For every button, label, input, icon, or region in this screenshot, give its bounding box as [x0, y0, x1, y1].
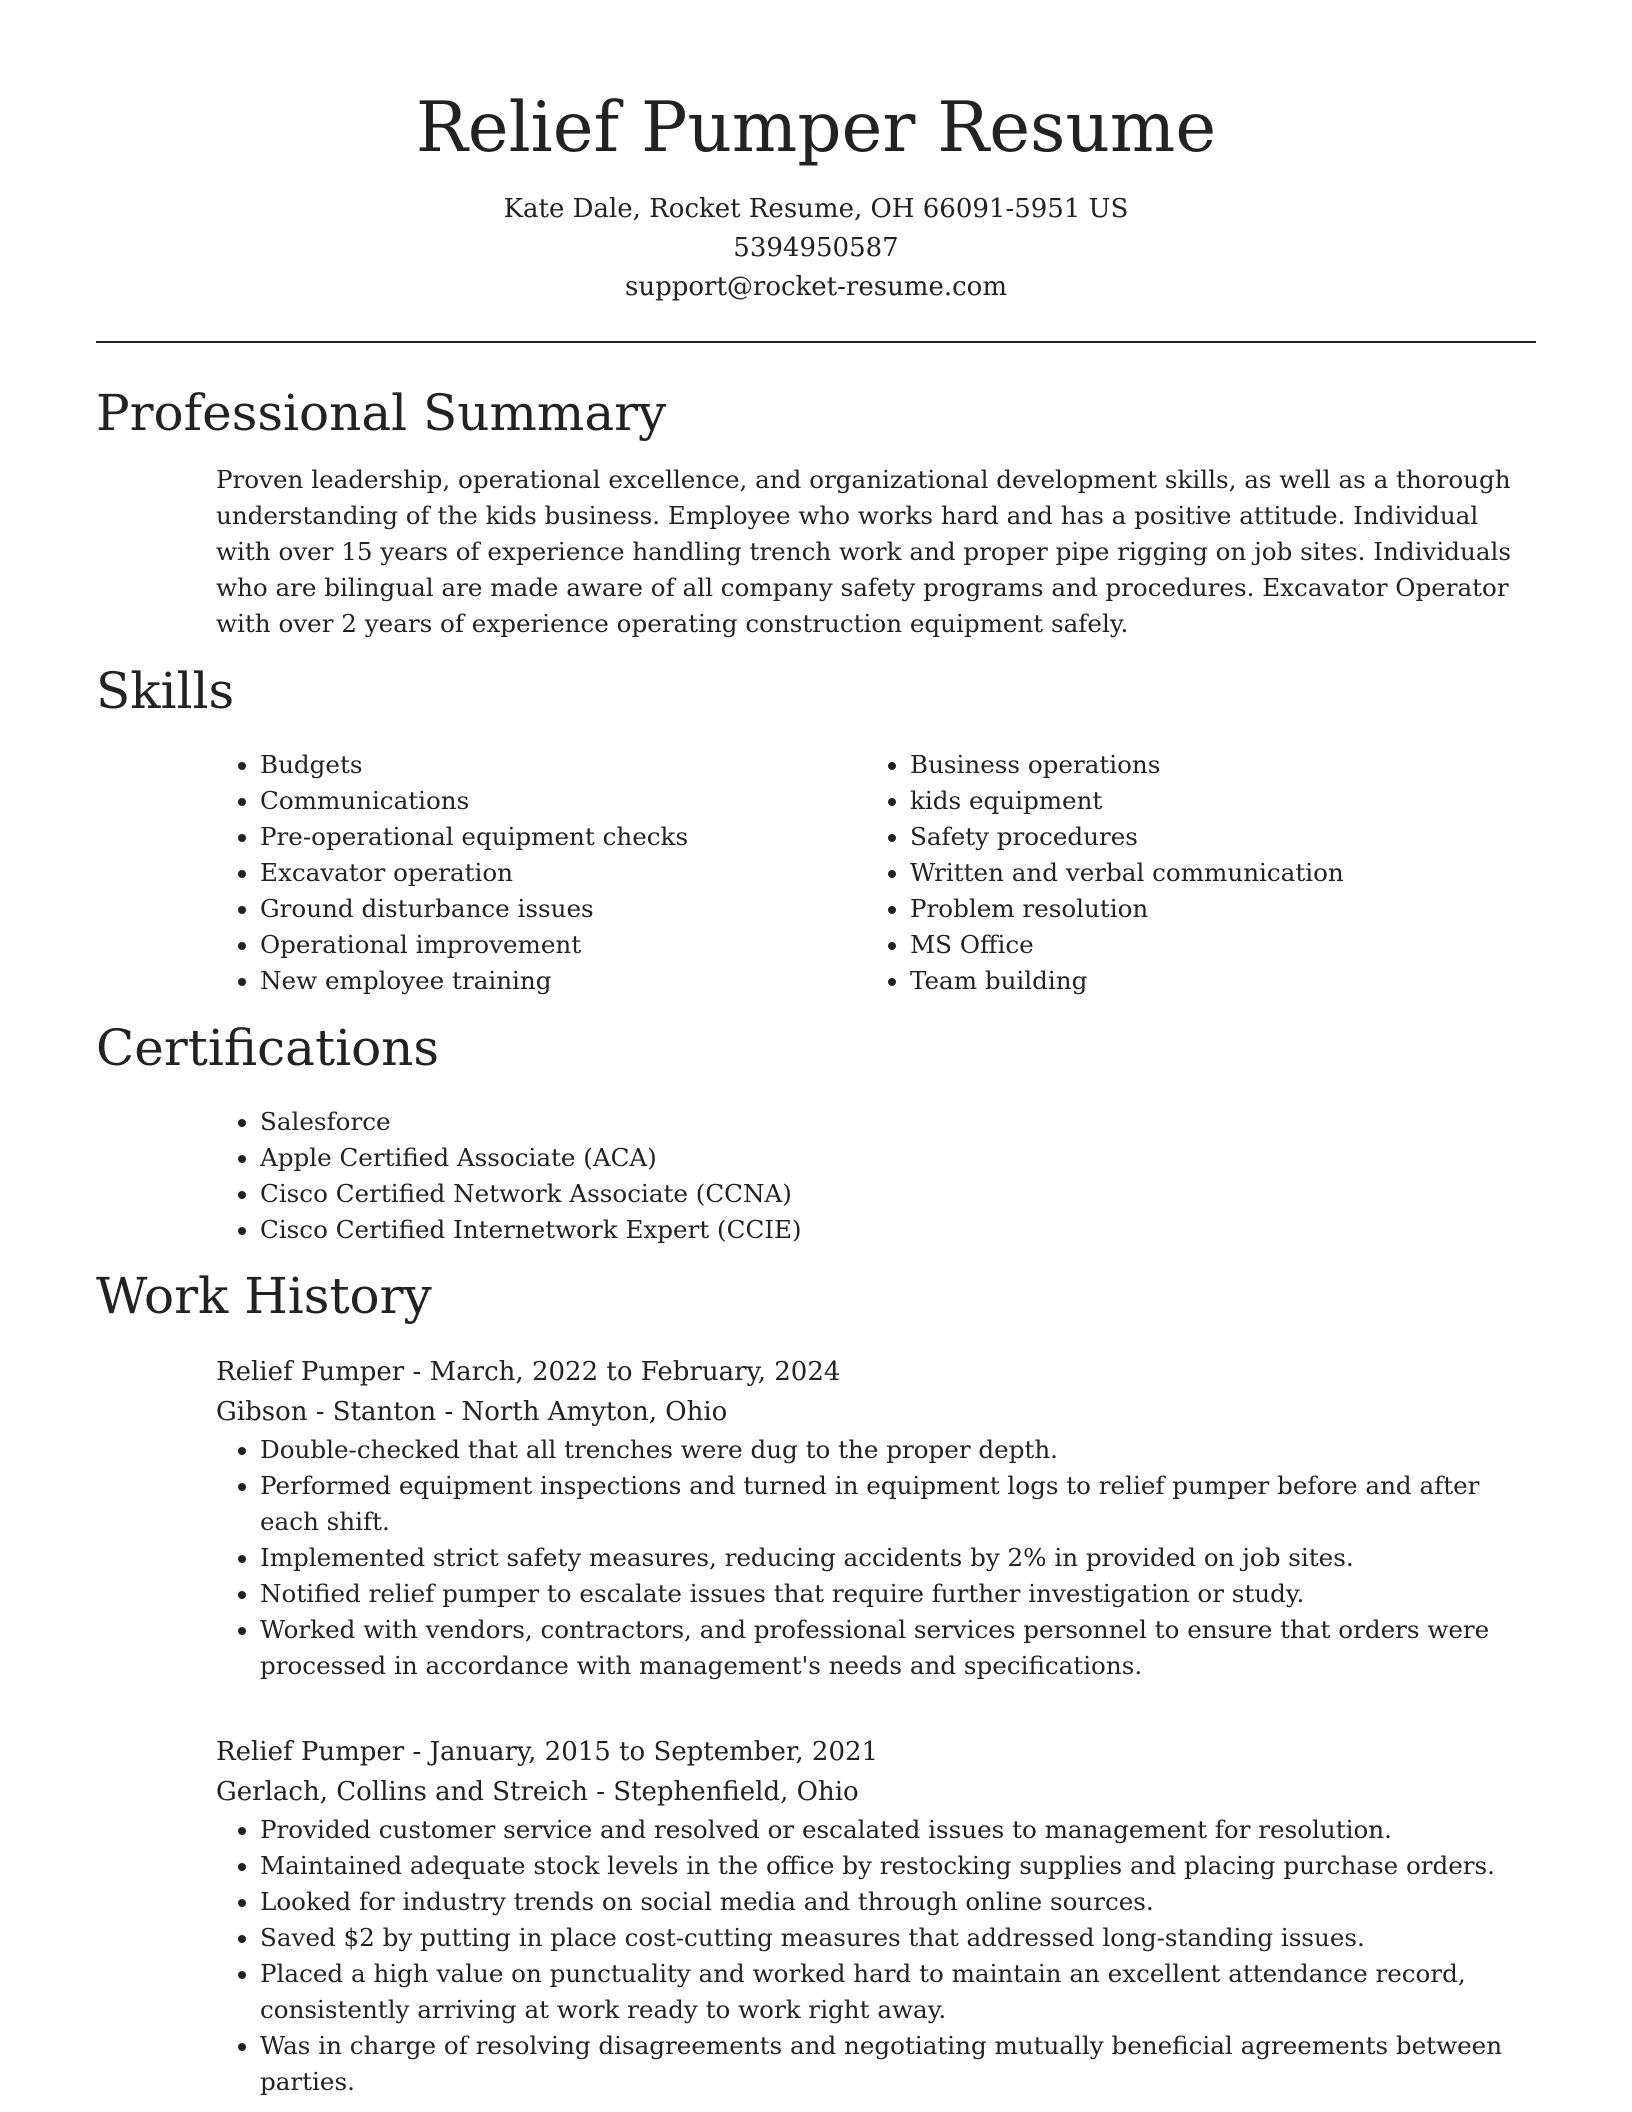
certification-item: • Cisco Certified Network Associate (CCNA) [260, 1176, 1536, 1212]
job-bullets [216, 1432, 1536, 1684]
job-bullet: • Double-checked that all trenches were dug to the proper depth. [260, 1432, 1536, 1468]
job-company-line: Gibson - Stanton - North Amyton, Ohio [216, 1397, 728, 1427]
skill-item: • Excavator operation [260, 855, 866, 891]
skill-item: • Safety procedures [910, 819, 1516, 855]
skill-item: • Operational improvement [260, 927, 866, 963]
resume-title: Relief Pumper Resume [415, 88, 1217, 168]
skill-item: • Communications [260, 783, 866, 819]
resume-header [0, 0, 1632, 307]
job-bullet: • Was in charge of resolving disagreements and negotiating mutually beneficial agreements between parties. [260, 2028, 1536, 2100]
skill-item: • Budgets [260, 747, 866, 783]
job-company: Gerlach, Collins and Streich [216, 1777, 588, 1807]
job-dates: March, 2022 to February, 2024 [429, 1357, 841, 1387]
job-company: Gibson - Stanton [216, 1397, 437, 1427]
certifications-list [216, 1104, 1536, 1248]
job-entry [216, 1732, 1536, 2100]
job-bullet: • Looked for industry trends on social media and through online sources. [260, 1884, 1536, 1920]
certification-item: • Cisco Certified Internetwork Expert (CCIE) [260, 1212, 1536, 1248]
contact-address: Kate Dale, Rocket Resume, OH 66091-5951 US [503, 194, 1129, 224]
skills-column-left [216, 747, 866, 999]
job-bullet: • Performed equipment inspections and turned in equipment logs to relief pumper before and after each shift. [260, 1468, 1536, 1540]
section-title-skills: Skills [96, 662, 235, 720]
skill-item: • Written and verbal communication [910, 855, 1516, 891]
job-location: Stephenfield, Ohio [613, 1777, 859, 1807]
job-bullet: • Placed a high value on punctuality and worked hard to maintain an excellent attendance record, consistently arriving at work ready to work right away. [260, 1956, 1536, 2028]
job-bullet: • Worked with vendors, contractors, and professional services personnel to ensure that orders were processed in accordance with management's needs and specifications. [260, 1612, 1536, 1684]
contact-block [0, 190, 1632, 307]
skill-item: • New employee training [260, 963, 866, 999]
skills-list-right [866, 747, 1516, 999]
skill-item: • Ground disturbance issues [260, 891, 866, 927]
certification-item: • Salesforce [260, 1104, 1536, 1140]
job-title: Relief Pumper [216, 1737, 405, 1767]
job-bullet: • Notified relief pumper to escalate issues that require further investigation or study. [260, 1576, 1536, 1612]
job-title: Relief Pumper [216, 1357, 405, 1387]
section-title-summary: Professional Summary [96, 384, 667, 442]
certifications-block [216, 1104, 1536, 1248]
job-bullets [216, 1812, 1536, 2100]
job-bullet: • Implemented strict safety measures, reducing accidents by 2% in provided on job sites. [260, 1540, 1536, 1576]
skills-column-right [866, 747, 1516, 999]
contact-email: support@rocket-resume.com [624, 272, 1007, 302]
skill-item: • MS Office [910, 927, 1516, 963]
certification-item: • Apple Certified Associate (ACA) [260, 1140, 1536, 1176]
skill-item: • kids equipment [910, 783, 1516, 819]
skill-item: • Team building [910, 963, 1516, 999]
skill-item: • Problem resolution [910, 891, 1516, 927]
job-bullet: • Maintained adequate stock levels in the office by restocking supplies and placing purchase orders. [260, 1848, 1536, 1884]
job-title-line: Relief Pumper - March, 2022 to February, 2024 [216, 1357, 841, 1387]
skill-item: • Pre-operational equipment checks [260, 819, 866, 855]
job-title-line: Relief Pumper - January, 2015 to September, 2021 [216, 1737, 879, 1767]
job-bullet: • Saved $2 by putting in place cost-cutting measures that addressed long-standing issues. [260, 1920, 1536, 1956]
job-company-line: Gerlach, Collins and Streich - Stephenfield, Ohio [216, 1777, 859, 1807]
skill-item: • Business operations [910, 747, 1516, 783]
job-location: North Amyton, Ohio [461, 1397, 728, 1427]
contact-phone: 5394950587 [733, 233, 899, 263]
job-bullet: • Provided customer service and resolved or escalated issues to management for resolution. [260, 1812, 1536, 1848]
summary-text: Proven leadership, operational excellence, and organizational development skills, as well as a thorough understanding of the kids business. Employee who works hard and has a positive attitude. Individual with over 15 years of experience handling trench work and proper pipe rigging on job sites. Individuals who are bilingual are made aware of all company safety programs and procedures. Excavator Operator with over 2 years of experience operating construction equipment safely. [216, 465, 1511, 638]
skills-columns [216, 747, 1536, 999]
header-divider [96, 341, 1536, 343]
section-title-work-history: Work History [96, 1267, 432, 1325]
job-dates: January, 2015 to September, 2021 [429, 1737, 879, 1767]
skills-list-left [216, 747, 866, 999]
section-title-certifications: Certifications [96, 1019, 440, 1077]
job-entry [216, 1352, 1536, 1684]
